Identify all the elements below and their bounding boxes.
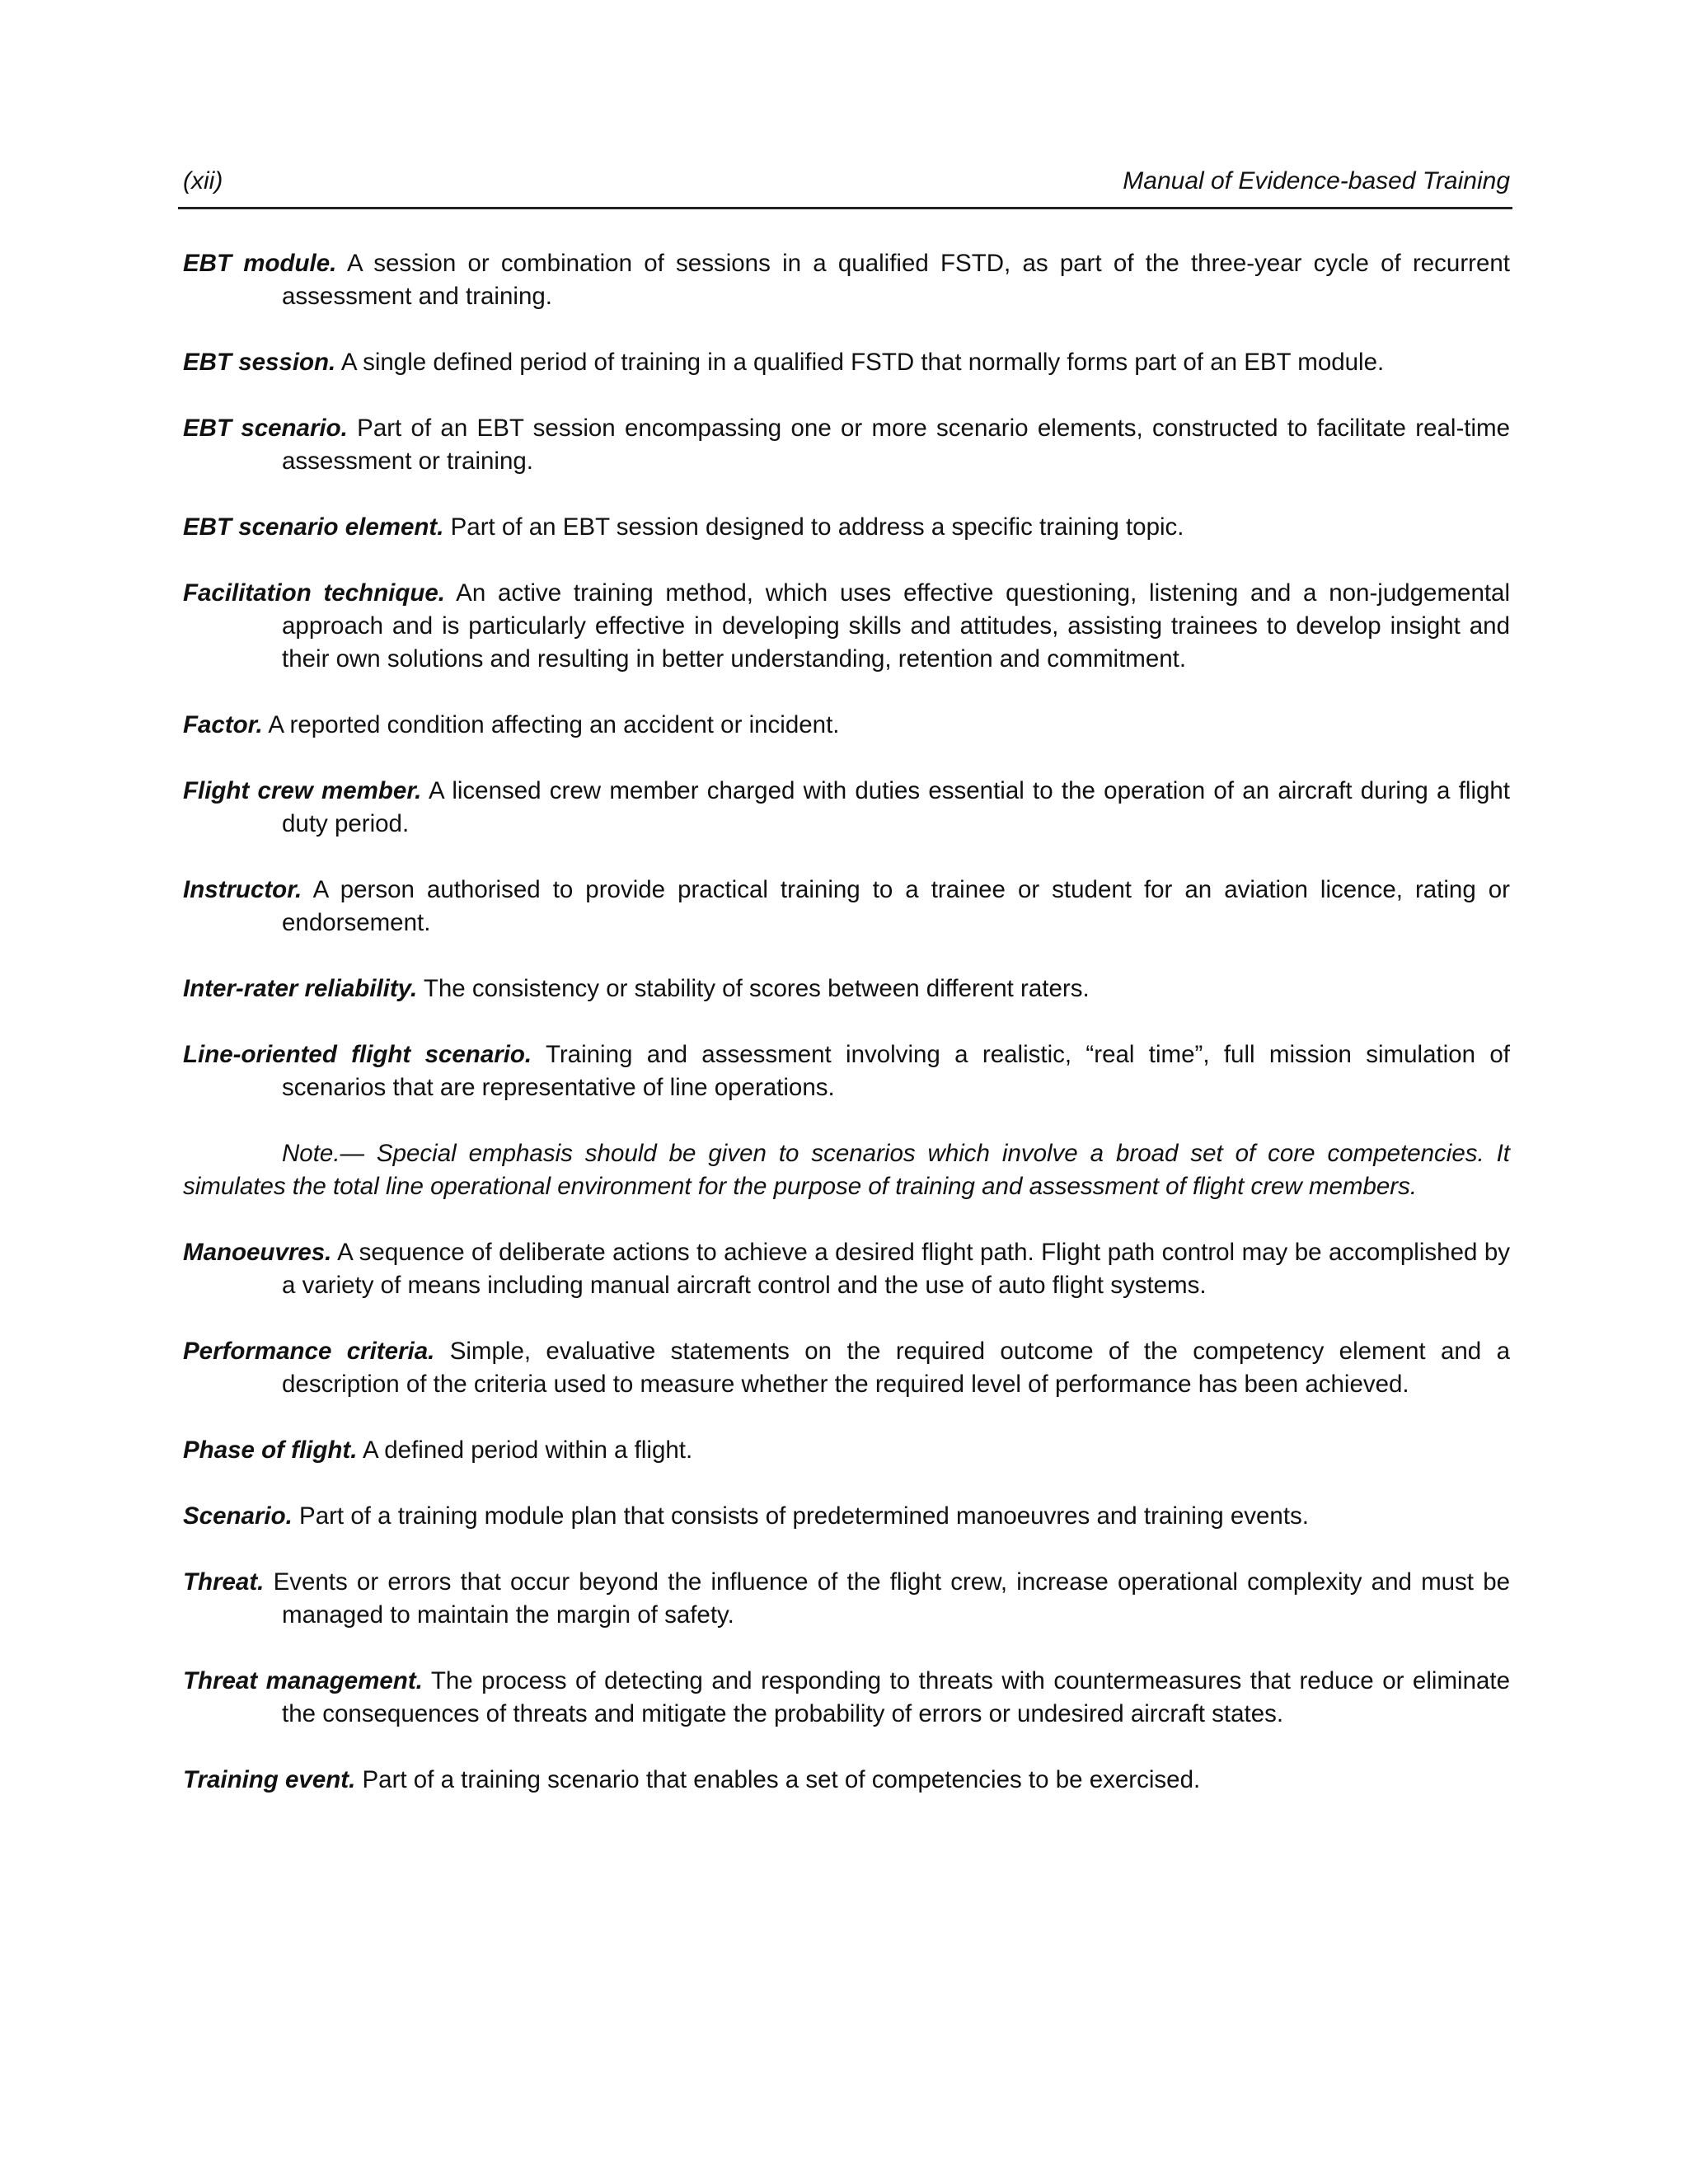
glossary-entry-training-event xyxy=(183,1764,1510,1797)
glossary-term: EBT scenario. xyxy=(183,415,348,442)
glossary-definition: Part of a training scenario that enables a set of competencies to be exercised. xyxy=(362,1766,1201,1793)
document-title: Manual of Evidence-based Training xyxy=(1123,167,1510,194)
glossary-entry-flight-crew-member xyxy=(183,775,1510,841)
glossary-entry-facilitation-technique xyxy=(183,577,1510,676)
glossary-definition: A sequence of deliberate actions to achieve a desired flight path. Flight path control may be accomplished by a variety of means including manual aircraft control and the use of auto flight systems. xyxy=(282,1239,1510,1299)
glossary-entry-ebt-scenario xyxy=(183,412,1510,478)
glossary-entry-manoeuvres xyxy=(183,1236,1510,1302)
glossary-content xyxy=(183,247,1510,1830)
glossary-term: Line-oriented flight scenario. xyxy=(183,1041,532,1068)
glossary-term: EBT scenario element. xyxy=(183,513,444,541)
glossary-term: Instructor. xyxy=(183,876,302,903)
glossary-entry-ebt-session xyxy=(183,346,1510,379)
page-header xyxy=(178,164,1512,209)
glossary-definition: A single defined period of training in a qualified FSTD that normally forms part of an EBT module. xyxy=(340,349,1385,376)
page-number: (xii) xyxy=(183,167,223,194)
glossary-definition: The process of detecting and responding to threats with countermeasures that reduce or eliminate the consequences of threats and mitigate the probability of errors or undesired aircraft states. xyxy=(282,1667,1510,1727)
glossary-entry-instructor xyxy=(183,874,1510,940)
glossary-entry-factor xyxy=(183,709,1510,742)
glossary-term: Inter-rater reliability. xyxy=(183,975,418,1002)
glossary-entry-phase-of-flight xyxy=(183,1434,1510,1467)
glossary-term: Performance criteria. xyxy=(183,1338,435,1365)
glossary-term: Phase of flight. xyxy=(183,1436,358,1464)
glossary-term: Threat management. xyxy=(183,1667,423,1694)
glossary-definition: Part of an EBT session designed to address a specific training topic. xyxy=(450,513,1184,541)
glossary-entry-inter-rater-reliability xyxy=(183,972,1510,1005)
glossary-definition: Training and assessment involving a realistic, “real time”, full mission simulation of scenarios that are representative of line operations. xyxy=(282,1041,1510,1101)
glossary-term: Manoeuvres. xyxy=(183,1239,332,1266)
glossary-entry-performance-criteria xyxy=(183,1335,1510,1401)
glossary-term: EBT module. xyxy=(183,250,337,277)
glossary-entry-line-oriented-flight-scenario xyxy=(183,1038,1510,1104)
glossary-definition: A licensed crew member charged with duties essential to the operation of an aircraft during a flight duty period. xyxy=(282,777,1511,837)
glossary-note: Note.— Special emphasis should be given to scenarios which involve a broad set of core competencies. It simulates the total line operational environment for the purpose of training and assessment of flight crew members. xyxy=(183,1140,1510,1200)
glossary-definition: The consistency or stability of scores between different raters. xyxy=(423,975,1090,1002)
glossary-entry-threat xyxy=(183,1566,1510,1632)
glossary-term: EBT session. xyxy=(183,349,336,376)
glossary-term: Threat. xyxy=(183,1568,265,1596)
glossary-term: Facilitation technique. xyxy=(183,579,446,607)
glossary-definition: A person authorised to provide practical training to a trainee or student for an aviation licence, rating or endorsement. xyxy=(282,876,1510,936)
glossary-entry-ebt-scenario-element xyxy=(183,511,1510,544)
glossary-definition: A defined period within a flight. xyxy=(363,1436,693,1464)
glossary-definition: A session or combination of sessions in a qualified FSTD, as part of the three-year cycle of recurrent assessment and training. xyxy=(282,250,1510,310)
glossary-definition: Part of an EBT session encompassing one or more scenario elements, constructed to facilitate real-time assessment or training. xyxy=(282,415,1510,475)
glossary-entry-ebt-module xyxy=(183,247,1510,313)
glossary-definition: Simple, evaluative statements on the required outcome of the competency element and a description of the criteria used to measure whether the required level of performance has been achieved. xyxy=(282,1338,1510,1398)
glossary-definition: An active training method, which uses effective questioning, listening and a non-judgemental approach and is particularly effective in developing skills and attitudes, assisting trainees to develop insight and their own solutions and resulting in better understanding, retention and commitment. xyxy=(282,579,1511,673)
glossary-term: Flight crew member. xyxy=(183,777,422,804)
glossary-term: Scenario. xyxy=(183,1502,293,1530)
glossary-entry-scenario xyxy=(183,1500,1510,1533)
glossary-entry-threat-management xyxy=(183,1665,1510,1731)
glossary-term: Training event. xyxy=(183,1766,356,1793)
glossary-definition: Part of a training module plan that consists of predetermined manoeuvres and training events. xyxy=(299,1502,1309,1530)
glossary-definition: Events or errors that occur beyond the influence of the flight crew, increase operational complexity and must be managed to maintain the margin of safety. xyxy=(273,1568,1511,1629)
glossary-term: Factor. xyxy=(183,711,263,738)
glossary-definition: A reported condition affecting an accident or incident. xyxy=(268,711,840,738)
